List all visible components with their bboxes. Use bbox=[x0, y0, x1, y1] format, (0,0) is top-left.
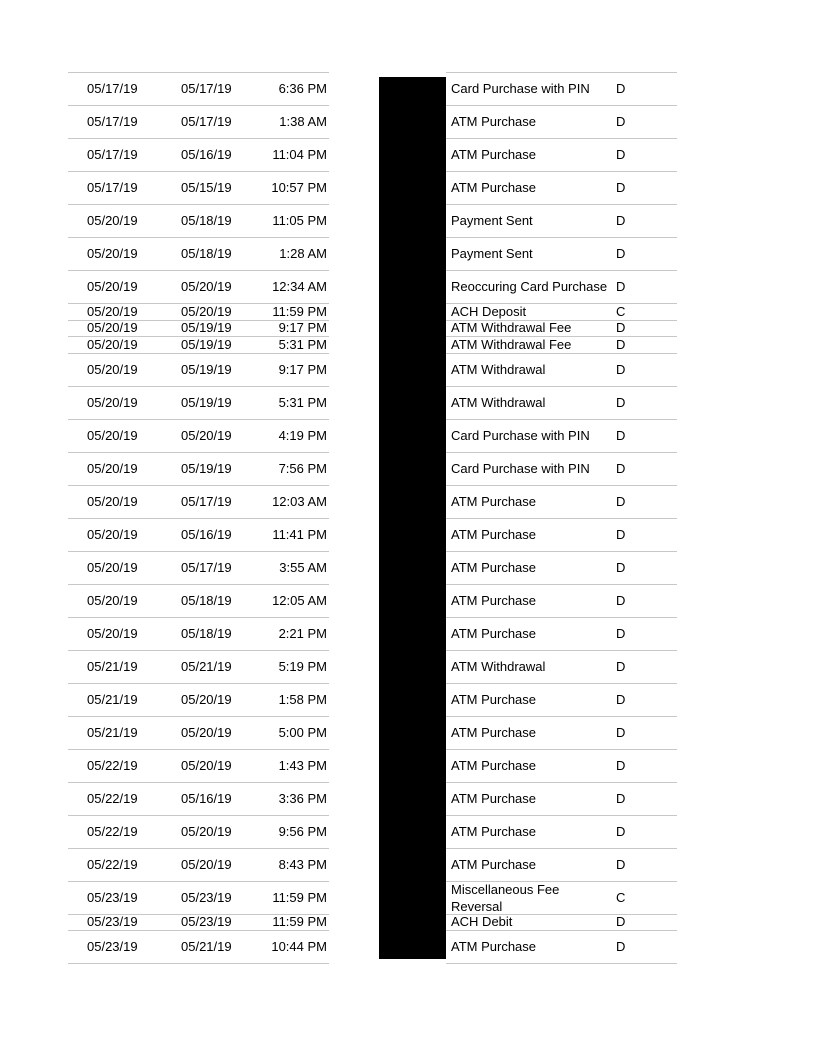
transaction-date: 05/19/19 bbox=[181, 320, 232, 336]
debit-credit-type: D bbox=[616, 856, 626, 872]
transaction-time: 5:31 PM bbox=[278, 394, 327, 410]
debit-credit-type: D bbox=[616, 180, 626, 195]
transaction-date: 05/19/19 bbox=[181, 361, 232, 377]
transaction-date: 05/16/19 bbox=[181, 147, 232, 162]
table-row bbox=[446, 321, 677, 338]
debit-credit-type: C bbox=[616, 889, 626, 905]
transaction-description: ATM Purchase bbox=[451, 790, 537, 806]
transaction-date: 05/20/19 bbox=[181, 724, 232, 740]
table-row bbox=[446, 915, 677, 932]
table-row bbox=[68, 849, 329, 882]
transaction-dates-table bbox=[68, 72, 329, 964]
posting-date: 05/20/19 bbox=[87, 303, 138, 319]
table-row bbox=[446, 552, 677, 585]
table-row bbox=[446, 618, 677, 651]
transaction-time: 9:17 PM bbox=[278, 361, 327, 377]
table-row bbox=[68, 915, 329, 932]
transaction-description: ATM Purchase bbox=[451, 559, 537, 575]
transaction-time: 6:36 PM bbox=[278, 81, 327, 96]
table-row bbox=[446, 750, 677, 783]
table-row bbox=[446, 205, 677, 238]
table-row bbox=[446, 172, 677, 205]
table-row bbox=[68, 205, 329, 238]
transaction-description: Miscellaneous Fee Reversal bbox=[451, 881, 560, 914]
debit-credit-type: D bbox=[616, 460, 626, 476]
table-row bbox=[68, 238, 329, 271]
transaction-date: 05/17/19 bbox=[181, 114, 232, 129]
debit-credit-type: D bbox=[616, 823, 626, 839]
table-row bbox=[68, 552, 329, 585]
transaction-description: Card Purchase with PIN bbox=[451, 81, 590, 96]
posting-date: 05/20/19 bbox=[87, 213, 138, 228]
posting-date: 05/20/19 bbox=[87, 559, 138, 575]
debit-credit-type: D bbox=[616, 320, 626, 336]
posting-date: 05/21/19 bbox=[87, 724, 138, 740]
posting-date: 05/23/19 bbox=[87, 939, 138, 954]
posting-date: 05/20/19 bbox=[87, 592, 138, 608]
posting-date: 05/20/19 bbox=[87, 625, 138, 641]
table-row bbox=[446, 585, 677, 618]
transaction-date: 05/18/19 bbox=[181, 625, 232, 641]
debit-credit-type: D bbox=[616, 81, 626, 96]
transaction-date: 05/17/19 bbox=[181, 559, 232, 575]
debit-credit-type: D bbox=[616, 939, 626, 954]
transaction-time: 12:05 AM bbox=[272, 592, 327, 608]
posting-date: 05/20/19 bbox=[87, 246, 138, 261]
transaction-date: 05/21/19 bbox=[181, 658, 232, 674]
transaction-description: Card Purchase with PIN bbox=[451, 460, 590, 476]
debit-credit-type: D bbox=[616, 691, 626, 707]
table-row bbox=[446, 783, 677, 816]
transaction-date: 05/17/19 bbox=[181, 81, 232, 96]
debit-credit-type: D bbox=[616, 361, 626, 377]
debit-credit-type: D bbox=[616, 336, 626, 352]
table-row bbox=[68, 816, 329, 849]
table-row bbox=[68, 387, 329, 420]
transaction-time: 11:04 PM bbox=[272, 147, 327, 162]
table-row bbox=[68, 337, 329, 354]
table-row bbox=[446, 106, 677, 139]
debit-credit-type: D bbox=[616, 914, 626, 930]
table-row bbox=[446, 337, 677, 354]
debit-credit-type: D bbox=[616, 114, 626, 129]
transaction-description: ACH Deposit bbox=[451, 303, 527, 319]
transaction-time: 12:34 AM bbox=[272, 279, 327, 294]
posting-date: 05/20/19 bbox=[87, 320, 138, 336]
table-row bbox=[446, 486, 677, 519]
table-row bbox=[68, 139, 329, 172]
posting-date: 05/20/19 bbox=[87, 394, 138, 410]
table-row bbox=[68, 750, 329, 783]
table-row bbox=[446, 420, 677, 453]
posting-date: 05/17/19 bbox=[87, 180, 138, 195]
transaction-time: 1:28 AM bbox=[279, 246, 327, 261]
debit-credit-type: D bbox=[616, 147, 626, 162]
debit-credit-type: D bbox=[616, 658, 626, 674]
table-row bbox=[446, 882, 677, 915]
transaction-date: 05/23/19 bbox=[181, 889, 232, 905]
debit-credit-type: D bbox=[616, 790, 626, 806]
transaction-date: 05/20/19 bbox=[181, 856, 232, 872]
transaction-description: ATM Purchase bbox=[451, 592, 537, 608]
table-row bbox=[68, 453, 329, 486]
transaction-date: 05/19/19 bbox=[181, 460, 232, 476]
table-row bbox=[68, 717, 329, 750]
transaction-description: ATM Withdrawal Fee bbox=[451, 320, 572, 336]
table-row bbox=[68, 585, 329, 618]
table-row bbox=[446, 271, 677, 304]
transaction-time: 10:44 PM bbox=[271, 939, 327, 954]
transaction-time: 4:19 PM bbox=[278, 427, 327, 443]
posting-date: 05/20/19 bbox=[87, 361, 138, 377]
debit-credit-type: D bbox=[616, 724, 626, 740]
transaction-date: 05/21/19 bbox=[181, 939, 232, 954]
transaction-date: 05/20/19 bbox=[181, 427, 232, 443]
transaction-time: 5:19 PM bbox=[278, 658, 327, 674]
transaction-description: Reoccuring Card Purchase bbox=[451, 279, 608, 294]
posting-date: 05/22/19 bbox=[87, 790, 138, 806]
transaction-description: ATM Withdrawal bbox=[451, 658, 546, 674]
posting-date: 05/20/19 bbox=[87, 279, 138, 294]
transaction-time: 2:21 PM bbox=[278, 625, 327, 641]
posting-date: 05/17/19 bbox=[87, 147, 138, 162]
debit-credit-type: D bbox=[616, 493, 626, 509]
transaction-time: 3:36 PM bbox=[278, 790, 327, 806]
transaction-date: 05/16/19 bbox=[181, 790, 232, 806]
table-row bbox=[446, 651, 677, 684]
transaction-description: ACH Debit bbox=[451, 914, 513, 930]
table-row bbox=[68, 684, 329, 717]
transaction-description: ATM Purchase bbox=[451, 939, 537, 954]
table-row bbox=[68, 651, 329, 684]
table-row bbox=[68, 354, 329, 387]
transaction-time: 9:17 PM bbox=[278, 320, 327, 336]
posting-date: 05/23/19 bbox=[87, 914, 138, 930]
transaction-description: ATM Withdrawal bbox=[451, 361, 546, 377]
debit-credit-type: D bbox=[616, 526, 626, 542]
table-row bbox=[68, 882, 329, 915]
table-row bbox=[68, 304, 329, 321]
transaction-description: Payment Sent bbox=[451, 213, 533, 228]
transaction-description: ATM Purchase bbox=[451, 147, 537, 162]
transaction-description: Payment Sent bbox=[451, 246, 533, 261]
transaction-date: 05/17/19 bbox=[181, 493, 232, 509]
table-row bbox=[68, 420, 329, 453]
transaction-time: 3:55 AM bbox=[279, 559, 327, 575]
posting-date: 05/20/19 bbox=[87, 493, 138, 509]
transaction-time: 10:57 PM bbox=[271, 180, 327, 195]
transaction-date: 05/18/19 bbox=[181, 246, 232, 261]
transaction-time: 12:03 AM bbox=[272, 493, 327, 509]
table-row bbox=[68, 618, 329, 651]
transaction-date: 05/20/19 bbox=[181, 823, 232, 839]
debit-credit-type: D bbox=[616, 246, 626, 261]
debit-credit-type: D bbox=[616, 559, 626, 575]
table-row bbox=[446, 931, 677, 964]
posting-date: 05/20/19 bbox=[87, 526, 138, 542]
debit-credit-type: D bbox=[616, 592, 626, 608]
debit-credit-type: D bbox=[616, 427, 626, 443]
transaction-date: 05/18/19 bbox=[181, 592, 232, 608]
debit-credit-type: C bbox=[616, 303, 626, 319]
transaction-time: 11:59 PM bbox=[272, 889, 327, 905]
posting-date: 05/21/19 bbox=[87, 691, 138, 707]
transaction-date: 05/15/19 bbox=[181, 180, 232, 195]
table-row bbox=[68, 931, 329, 964]
table-row bbox=[68, 486, 329, 519]
table-row bbox=[68, 106, 329, 139]
transaction-time: 11:05 PM bbox=[272, 213, 327, 228]
transaction-time: 1:38 AM bbox=[279, 114, 327, 129]
table-row bbox=[68, 172, 329, 205]
posting-date: 05/17/19 bbox=[87, 114, 138, 129]
transaction-time: 1:58 PM bbox=[278, 691, 327, 707]
transaction-time: 5:31 PM bbox=[278, 336, 327, 352]
table-row bbox=[446, 816, 677, 849]
table-row bbox=[68, 783, 329, 816]
table-row bbox=[68, 73, 329, 106]
table-row bbox=[68, 271, 329, 304]
table-row bbox=[446, 387, 677, 420]
transaction-time: 11:59 PM bbox=[272, 914, 327, 930]
debit-credit-type: D bbox=[616, 757, 626, 773]
transaction-description: ATM Withdrawal Fee bbox=[451, 336, 572, 352]
transaction-description: ATM Purchase bbox=[451, 114, 537, 129]
table-row bbox=[446, 304, 677, 321]
transaction-date: 05/20/19 bbox=[181, 303, 232, 319]
transaction-description: ATM Withdrawal bbox=[451, 394, 546, 410]
table-row bbox=[446, 519, 677, 552]
redacted-block bbox=[379, 77, 446, 959]
transaction-date: 05/20/19 bbox=[181, 757, 232, 773]
transaction-time: 1:43 PM bbox=[278, 757, 327, 773]
table-row bbox=[446, 139, 677, 172]
transaction-date: 05/19/19 bbox=[181, 336, 232, 352]
posting-date: 05/20/19 bbox=[87, 460, 138, 476]
table-row bbox=[68, 321, 329, 338]
transaction-description: ATM Purchase bbox=[451, 180, 537, 195]
posting-date: 05/17/19 bbox=[87, 81, 138, 96]
posting-date: 05/21/19 bbox=[87, 658, 138, 674]
transaction-time: 5:00 PM bbox=[278, 724, 327, 740]
transaction-description: ATM Purchase bbox=[451, 724, 537, 740]
transaction-description: ATM Purchase bbox=[451, 757, 537, 773]
posting-date: 05/20/19 bbox=[87, 427, 138, 443]
table-row bbox=[446, 849, 677, 882]
posting-date: 05/22/19 bbox=[87, 757, 138, 773]
posting-date: 05/22/19 bbox=[87, 856, 138, 872]
debit-credit-type: D bbox=[616, 279, 626, 294]
transaction-date: 05/16/19 bbox=[181, 526, 232, 542]
transaction-description: ATM Purchase bbox=[451, 823, 537, 839]
posting-date: 05/22/19 bbox=[87, 823, 138, 839]
transaction-description: ATM Purchase bbox=[451, 493, 537, 509]
table-row bbox=[446, 238, 677, 271]
transaction-time: 7:56 PM bbox=[278, 460, 327, 476]
transaction-date: 05/23/19 bbox=[181, 914, 232, 930]
transaction-description: ATM Purchase bbox=[451, 691, 537, 707]
transaction-time: 11:59 PM bbox=[272, 303, 327, 319]
table-row bbox=[446, 354, 677, 387]
transaction-description: ATM Purchase bbox=[451, 856, 537, 872]
table-row bbox=[446, 717, 677, 750]
transaction-date: 05/20/19 bbox=[181, 279, 232, 294]
transaction-date: 05/19/19 bbox=[181, 394, 232, 410]
debit-credit-type: D bbox=[616, 213, 626, 228]
transaction-date: 05/20/19 bbox=[181, 691, 232, 707]
transaction-descriptions-table bbox=[446, 72, 677, 964]
transaction-time: 11:41 PM bbox=[272, 526, 327, 542]
table-row bbox=[446, 684, 677, 717]
transaction-description: ATM Purchase bbox=[451, 526, 537, 542]
table-row bbox=[446, 453, 677, 486]
posting-date: 05/20/19 bbox=[87, 336, 138, 352]
transaction-description: ATM Purchase bbox=[451, 625, 537, 641]
posting-date: 05/23/19 bbox=[87, 889, 138, 905]
transaction-description: Card Purchase with PIN bbox=[451, 427, 590, 443]
debit-credit-type: D bbox=[616, 625, 626, 641]
table-row bbox=[68, 519, 329, 552]
table-row bbox=[446, 73, 677, 106]
transaction-time: 9:56 PM bbox=[278, 823, 327, 839]
transaction-date: 05/18/19 bbox=[181, 213, 232, 228]
debit-credit-type: D bbox=[616, 394, 626, 410]
transaction-time: 8:43 PM bbox=[278, 856, 327, 872]
